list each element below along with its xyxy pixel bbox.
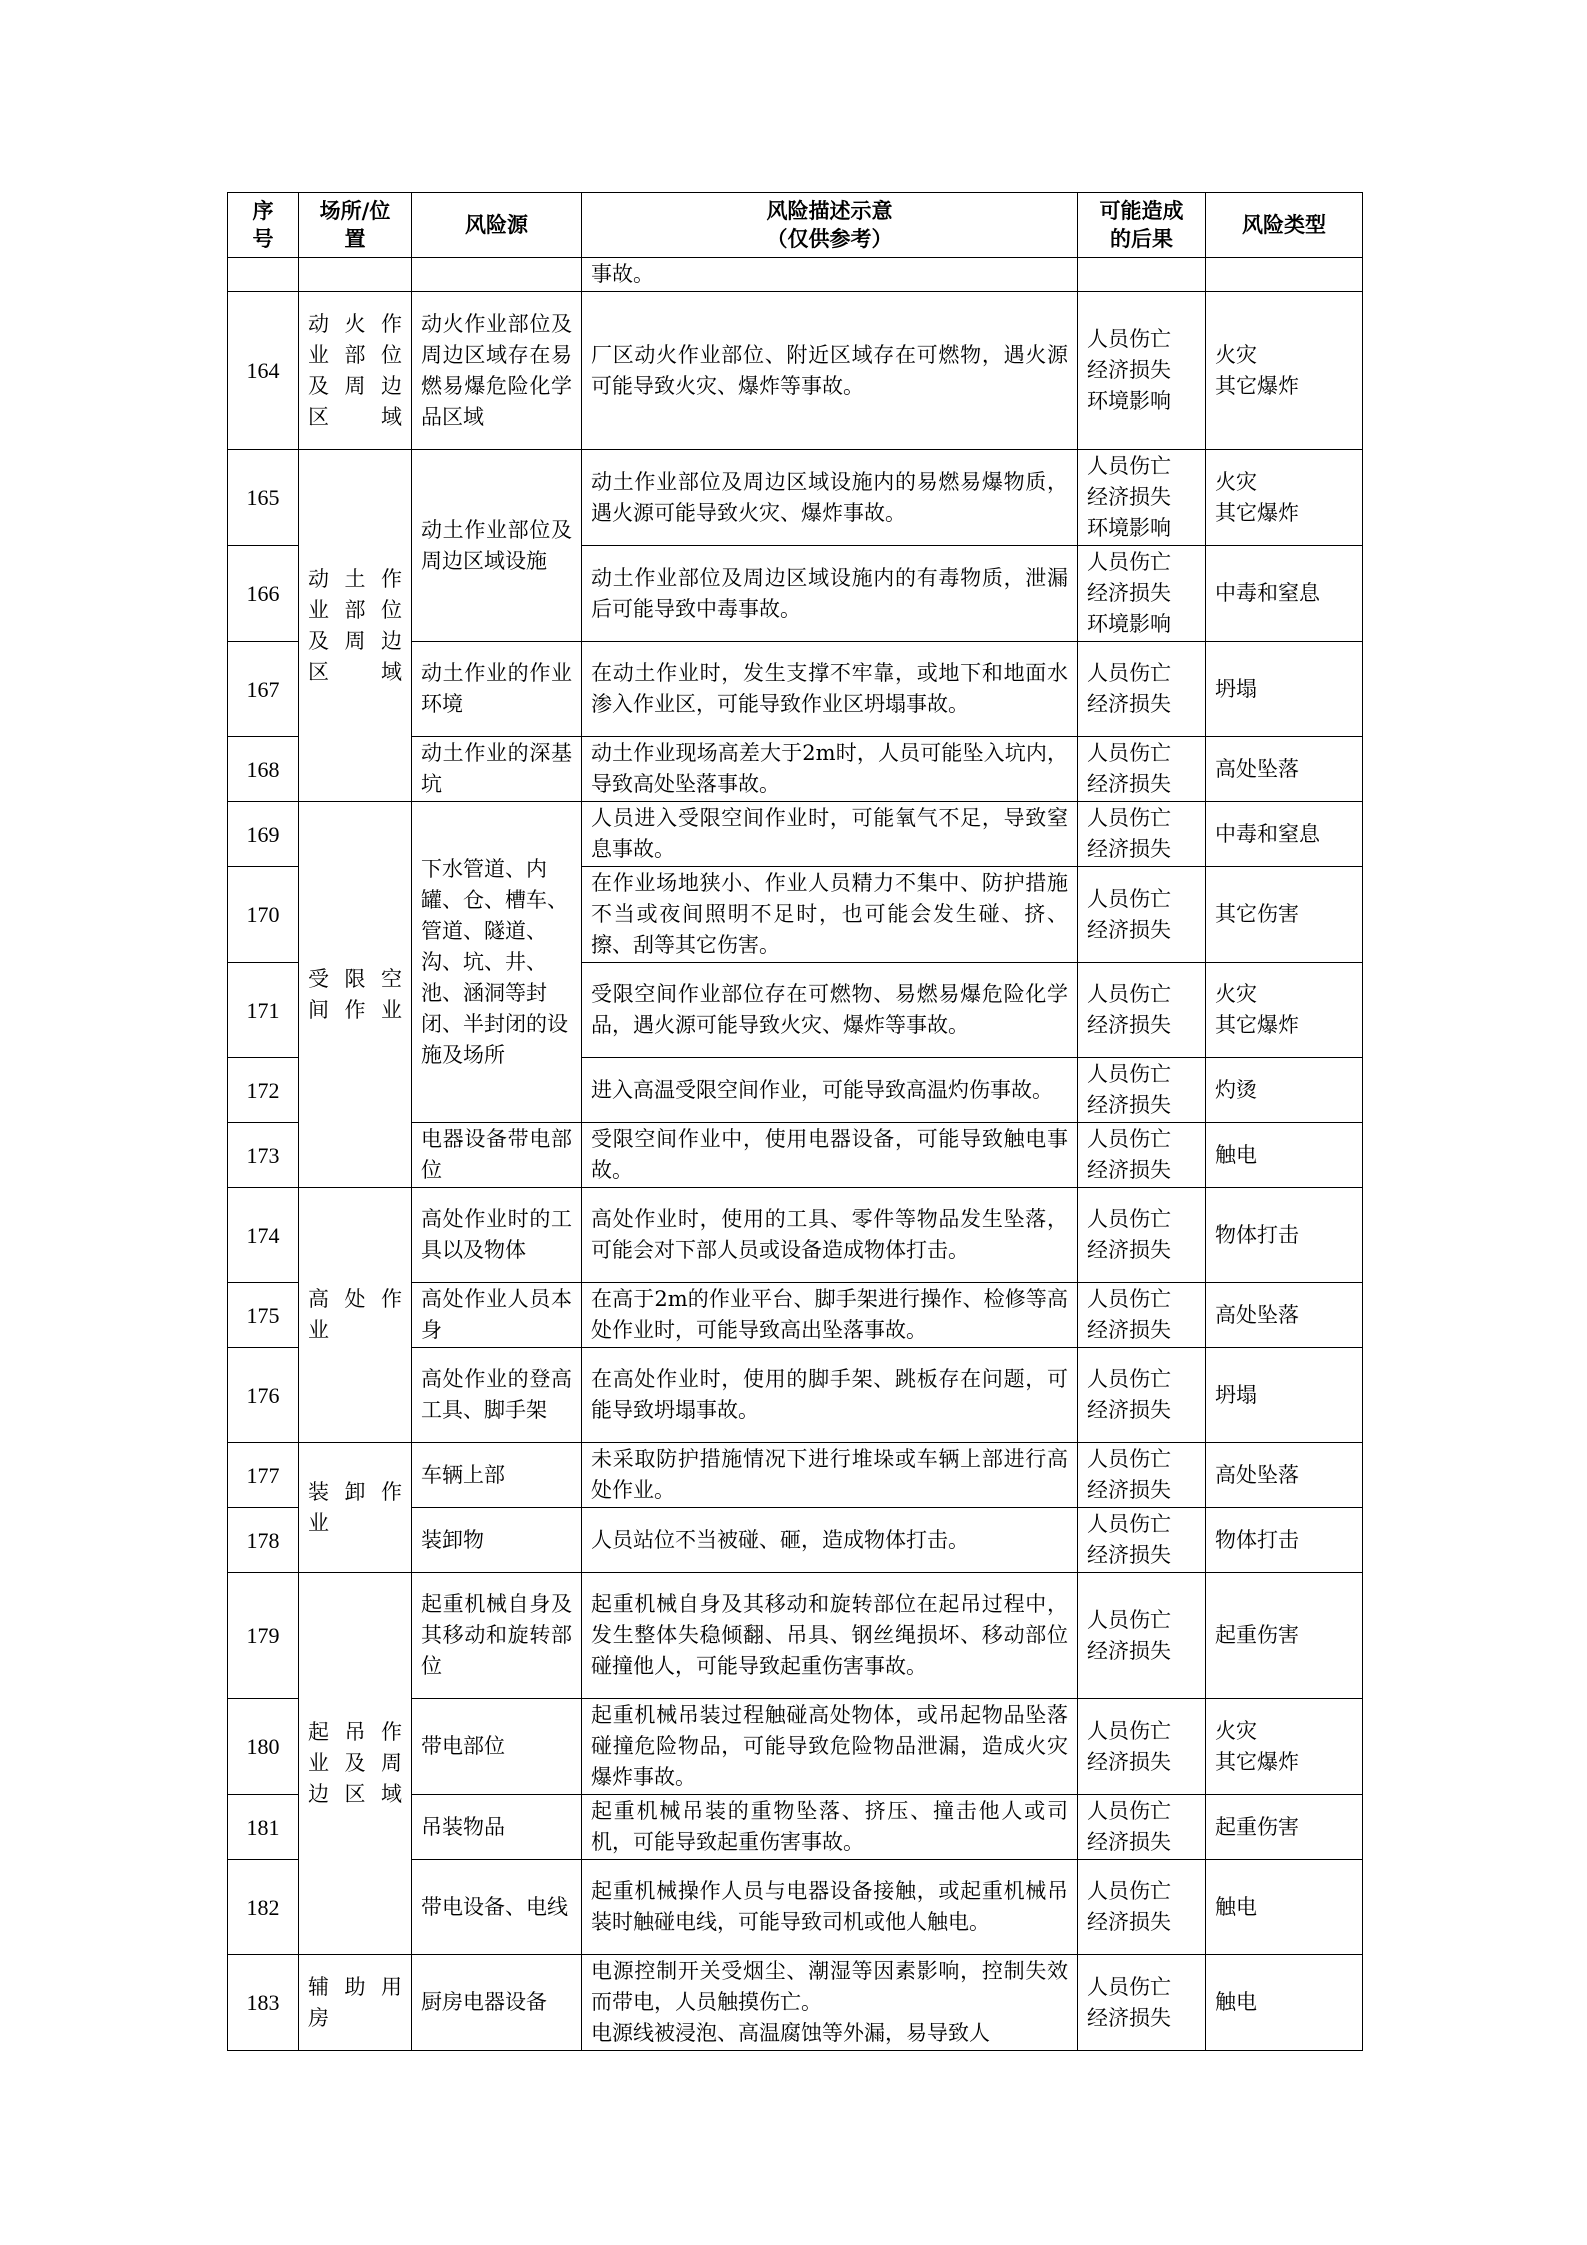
description-cell (582, 1955, 1078, 2051)
seq-cell: 164 (228, 292, 299, 450)
description-cell: 在高于2m的作业平台、脚手架进行操作、检修等高处作业时，可能导致高出坠落事故。 (582, 1283, 1078, 1348)
seq-cell: 168 (228, 737, 299, 802)
consequence-cell: 人员伤亡 经济损失 (1078, 1123, 1206, 1188)
location-cell: 起吊作 业及周 边区域 (299, 1573, 412, 1955)
source-cell: 带电部位 (412, 1699, 582, 1795)
description-cell: 起重机械操作人员与电器设备接触，或起重机械吊装时触碰电线，可能导致司机或他人触电。 (582, 1860, 1078, 1955)
seq-cell: 171 (228, 963, 299, 1058)
header-risk-type: 风险类型 (1206, 193, 1363, 258)
consequence-cell: 人员伤亡 经济损失 (1078, 1955, 1206, 2051)
header-seq: 序 号 (228, 193, 299, 258)
seq-cell: 179 (228, 1573, 299, 1699)
risk-type-cell: 中毒和窒息 (1206, 546, 1363, 642)
seq-cell: 173 (228, 1123, 299, 1188)
consequence-cell: 人员伤亡 经济损失 (1078, 1573, 1206, 1699)
consequence-cell: 人员伤亡 经济损失 环境影响 (1078, 450, 1206, 546)
description-cell: 在作业场地狭小、作业人员精力不集中、防护措施不当或夜间照明不足时，也可能会发生碰、挤、擦、刮等其它伤害。 (582, 867, 1078, 963)
header-consequence: 可能造成 的后果 (1078, 193, 1206, 258)
description-cell: 动土作业部位及周边区域设施内的易燃易爆物质，遇火源可能导致火灾、爆炸事故。 (582, 450, 1078, 546)
consequence-cell: 人员伤亡 经济损失 (1078, 1699, 1206, 1795)
seq-cell: 172 (228, 1058, 299, 1123)
risk-type-cell: 其它伤害 (1206, 867, 1363, 963)
risk-type-cell: 物体打击 (1206, 1508, 1363, 1573)
consequence-cell: 人员伤亡 经济损失 (1078, 1795, 1206, 1860)
description-cell: 在高处作业时，使用的脚手架、跳板存在问题，可能导致坍塌事故。 (582, 1348, 1078, 1443)
table-row (228, 1443, 1363, 1508)
seq-cell: 176 (228, 1348, 299, 1443)
source-cell: 动土作业的深基坑 (412, 737, 582, 802)
description-cell: 厂区动火作业部位、附近区域存在可燃物，遇火源可能导致火灾、爆炸等事故。 (582, 292, 1078, 450)
description-cell: 在动土作业时，发生支撑不牢靠，或地下和地面水渗入作业区，可能导致作业区坍塌事故。 (582, 642, 1078, 737)
source-cell: 车辆上部 (412, 1443, 582, 1508)
risk-type-cell: 火灾 其它爆炸 (1206, 963, 1363, 1058)
source-cell: 下水管道、内罐、仓、槽车、管道、隧道、沟、坑、井、池、涵洞等封闭、半封闭的设施及场所 (412, 802, 582, 1123)
source-cell: 电器设备带电部位 (412, 1123, 582, 1188)
table-row (228, 1573, 1363, 1699)
source-cell: 厨房电器设备 (412, 1955, 582, 2051)
source-cell: 装卸物 (412, 1508, 582, 1573)
description-cell: 人员进入受限空间作业时，可能氧气不足，导致窒息事故。 (582, 802, 1078, 867)
header-description: 风险描述示意 （仅供参考） (582, 193, 1078, 258)
description-cell: 事故。 (582, 258, 1078, 292)
location-cell: 动土作 业部位 及周边 区域 (299, 450, 412, 802)
risk-type-cell: 物体打击 (1206, 1188, 1363, 1283)
location-cell: 受限空 间作业 (299, 802, 412, 1188)
header-source: 风险源 (412, 193, 582, 258)
seq-cell: 167 (228, 642, 299, 737)
consequence-cell: 人员伤亡 经济损失 (1078, 1443, 1206, 1508)
consequence-cell: 人员伤亡 经济损失 (1078, 963, 1206, 1058)
risk-type-cell: 灼烫 (1206, 1058, 1363, 1123)
source-cell: 动土作业部位及周边区域设施 (412, 450, 582, 642)
table-row (228, 802, 1363, 867)
description-text: 电源控制开关受烟尘、潮湿等因素影响，控制失效而带电，人员触摸伤亡。 (591, 1959, 1068, 2014)
risk-type-cell: 触电 (1206, 1860, 1363, 1955)
consequence-cell: 人员伤亡 经济损失 (1078, 642, 1206, 737)
seq-cell: 182 (228, 1860, 299, 1955)
consequence-cell: 人员伤亡 经济损失 (1078, 737, 1206, 802)
description-cell: 起重机械吊装的重物坠落、挤压、撞击他人或司机，可能导致起重伤害事故。 (582, 1795, 1078, 1860)
consequence-cell: 人员伤亡 经济损失 环境影响 (1078, 292, 1206, 450)
consequence-cell: 人员伤亡 经济损失 (1078, 1188, 1206, 1283)
description-continued-text: 电源线被浸泡、高温腐蚀等外漏，易导致人 (591, 2021, 990, 2045)
seq-cell: 180 (228, 1699, 299, 1795)
consequence-cell: 人员伤亡 经济损失 (1078, 1860, 1206, 1955)
table-row (228, 1955, 1363, 2051)
location-cell: 辅助用 房 (299, 1955, 412, 2051)
description-cell: 进入高温受限空间作业，可能导致高温灼伤事故。 (582, 1058, 1078, 1123)
risk-table (227, 192, 1363, 2051)
location-cell: 装卸作 业 (299, 1443, 412, 1573)
table-row (228, 450, 1363, 546)
source-cell: 高处作业人员本身 (412, 1283, 582, 1348)
seq-cell: 170 (228, 867, 299, 963)
table-row-continuation (228, 258, 1363, 292)
risk-type-cell: 坍塌 (1206, 642, 1363, 737)
risk-type-cell: 高处坠落 (1206, 1443, 1363, 1508)
description-cell: 起重机械自身及其移动和旋转部位在起吊过程中，发生整体失稳倾翻、吊具、钢丝绳损坏、移动部位碰撞他人，可能导致起重伤害事故。 (582, 1573, 1078, 1699)
description-cell: 受限空间作业中，使用电器设备，可能导致触电事故。 (582, 1123, 1078, 1188)
consequence-cell: 人员伤亡 经济损失 环境影响 (1078, 546, 1206, 642)
source-cell: 高处作业时的工具以及物体 (412, 1188, 582, 1283)
risk-type-cell: 触电 (1206, 1955, 1363, 2051)
description-cell: 动土作业部位及周边区域设施内的有毒物质，泄漏后可能导致中毒事故。 (582, 546, 1078, 642)
risk-type-cell: 触电 (1206, 1123, 1363, 1188)
consequence-cell: 人员伤亡 经济损失 (1078, 867, 1206, 963)
risk-type-cell: 高处坠落 (1206, 737, 1363, 802)
header-location: 场所/位 置 (299, 193, 412, 258)
risk-type-cell: 火灾 其它爆炸 (1206, 1699, 1363, 1795)
source-cell: 高处作业的登高工具、脚手架 (412, 1348, 582, 1443)
consequence-cell: 人员伤亡 经济损失 (1078, 1348, 1206, 1443)
description-cell: 起重机械吊装过程触碰高处物体，或吊起物品坠落碰撞危险物品，可能导致危险物品泄漏，造成火灾爆炸事故。 (582, 1699, 1078, 1795)
consequence-cell: 人员伤亡 经济损失 (1078, 1508, 1206, 1573)
seq-cell: 166 (228, 546, 299, 642)
description-cell: 高处作业时，使用的工具、零件等物品发生坠落，可能会对下部人员或设备造成物体打击。 (582, 1188, 1078, 1283)
risk-type-cell: 起重伤害 (1206, 1573, 1363, 1699)
risk-type-cell: 火灾 其它爆炸 (1206, 292, 1363, 450)
table-row (228, 292, 1363, 450)
seq-cell: 169 (228, 802, 299, 867)
seq-cell: 177 (228, 1443, 299, 1508)
location-cell: 动火作 业部位 及周边 区域 (299, 292, 412, 450)
table-row (228, 1188, 1363, 1283)
source-cell: 带电设备、电线 (412, 1860, 582, 1955)
description-cell: 未采取防护措施情况下进行堆垛或车辆上部进行高处作业。 (582, 1443, 1078, 1508)
consequence-cell: 人员伤亡 经济损失 (1078, 802, 1206, 867)
description-cell: 人员站位不当被碰、砸，造成物体打击。 (582, 1508, 1078, 1573)
risk-type-cell: 坍塌 (1206, 1348, 1363, 1443)
risk-type-cell: 火灾 其它爆炸 (1206, 450, 1363, 546)
risk-type-cell: 起重伤害 (1206, 1795, 1363, 1860)
risk-type-cell: 高处坠落 (1206, 1283, 1363, 1348)
description-cell: 动土作业现场高差大于2m时，人员可能坠入坑内，导致高处坠落事故。 (582, 737, 1078, 802)
source-cell: 动土作业的作业环境 (412, 642, 582, 737)
consequence-cell: 人员伤亡 经济损失 (1078, 1058, 1206, 1123)
seq-cell: 183 (228, 1955, 299, 2051)
consequence-cell: 人员伤亡 经济损失 (1078, 1283, 1206, 1348)
seq-cell: 174 (228, 1188, 299, 1283)
risk-type-cell: 中毒和窒息 (1206, 802, 1363, 867)
source-cell: 起重机械自身及其移动和旋转部位 (412, 1573, 582, 1699)
description-cell: 受限空间作业部位存在可燃物、易燃易爆危险化学品，遇火源可能导致火灾、爆炸等事故。 (582, 963, 1078, 1058)
seq-cell: 178 (228, 1508, 299, 1573)
source-cell: 吊装物品 (412, 1795, 582, 1860)
table-header-row (228, 193, 1363, 258)
source-cell: 动火作业部位及周边区域存在易燃易爆危险化学品区域 (412, 292, 582, 450)
seq-cell: 175 (228, 1283, 299, 1348)
location-cell: 高处作 业 (299, 1188, 412, 1443)
seq-cell: 165 (228, 450, 299, 546)
seq-cell: 181 (228, 1795, 299, 1860)
